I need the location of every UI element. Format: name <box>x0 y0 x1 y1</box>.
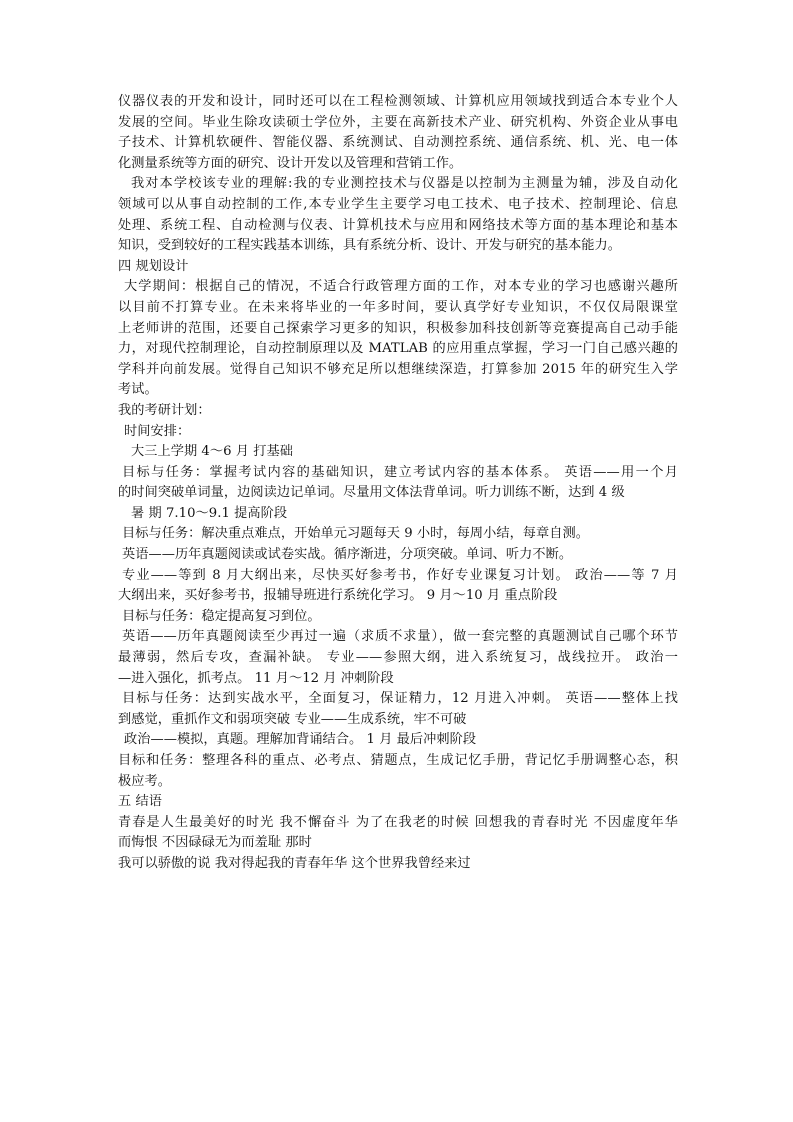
body-line: 学科并向前发展。觉得自己知识不够充足所以想继续深造，打算参加 2015 年的研究生入学 <box>118 361 678 377</box>
body-line: 处理、系统工程、自动检测与仪表、计算机技术与应用和网络技术等方面的基本理论和基本 <box>118 217 678 233</box>
body-line: 大学期间：根据自己的情况，不适合行政管理方面的工作，对本专业的学习也感谢兴趣所 <box>124 279 678 295</box>
body-line: 时间安排： <box>124 423 191 439</box>
body-line: 以目前不打算专业。在未来将毕业的一年多时间，要认真学好专业知识，不仅仅局限课堂 <box>118 299 678 315</box>
body-line: 目标与任务：达到实战水平，全面复习，保证精力，12 月进入冲刺。 英语——整体上找 <box>122 691 678 707</box>
body-line: 知识，受到较好的工程实践基本训练，具有系统分析、设计、开发与研究的基本能力。 <box>118 238 622 254</box>
body-line: 力，对现代控制理论，自动控制原理以及 MATLAB 的应用重点掌握，学习一门自己感兴趣的 <box>118 341 678 357</box>
body-line: 极应考。 <box>118 773 171 789</box>
body-line: 上老师讲的范围，还要自己探索学习更多的知识，积极参加科技创新等竞赛提高自己动手能 <box>118 320 678 336</box>
body-line: 英语——历年真题阅读或试卷实战。循序渐进，分项突破。单词、听力不断。 <box>122 547 573 563</box>
section-heading: 四 规划设计 <box>118 258 189 274</box>
body-line: 考试。 <box>118 382 158 398</box>
body-line: 化测量系统等方面的研究、设计开发以及管理和营销工作。 <box>118 155 463 171</box>
body-line: 而悔恨 不因碌碌无为而羞耻 那时 <box>118 835 312 851</box>
section-heading: 五 结语 <box>118 794 162 810</box>
schedule-phase: 大三上学期 4～6 月 打基础 <box>131 444 293 460</box>
body-line: 英语——历年真题阅读至少再过一遍（求质不求量），做一套完整的真题测试自己哪个环节 <box>122 629 678 645</box>
schedule-phase: 暑 期 7.10～9.1 提高阶段 <box>131 505 288 521</box>
body-line: 最薄弱，然后专攻，查漏补缺。 专业——参照大纲，进入系统复习，战线拉开。 政治一 <box>118 650 678 666</box>
body-line: 专业——等到 8 月大纲出来，尽快买好参考书，作好专业课复习计划。 政治——等 7 月 <box>122 567 678 583</box>
body-line: 发展的空间。毕业生除攻读硕士学位外，主要在高新技术产业、研究机构、外资企业从事电 <box>118 114 678 130</box>
document-page <box>118 92 678 875</box>
body-line: 目标和任务：整理各科的重点、必考点、猜题点，生成记忆手册，背记忆手册调整心态，积 <box>118 753 678 768</box>
body-line: 领域可以从事自动控制的工作,本专业学生主要学习电工技术、电子技术、控制理论、信息 <box>118 196 678 212</box>
body-line: 我对本学校该专业的理解:我的专业测控技术与仪器是以控制为主测量为辅，涉及自动化 <box>131 176 678 192</box>
body-line: —进入强化，抓考点。 11 月～12 月 冲刺阶段 <box>118 670 394 686</box>
body-line: 政治——模拟，真题。理解加背诵结合。 1 月 最后冲刺阶段 <box>124 732 477 748</box>
body-line: 青春是人生最美好的时光 我不懈奋斗 为了在我老的时候 回想我的青春时光 不因虚度年华 <box>118 814 678 830</box>
body-line: 子技术、计算机软硬件、智能仪器、系统测试、自动测控系统、通信系统、机、光、电一体 <box>118 135 678 151</box>
body-line: 目标与任务：稳定提高复习到位。 <box>122 608 321 624</box>
body-line: 目标与任务：解决重点难点，开始单元习题每天 9 小时，每周小结，每章自测。 <box>122 526 589 542</box>
body-line: 我的考研计划： <box>118 402 211 418</box>
body-line: 大纲出来，买好参考书，报辅导班进行系统化学习。 9 月～10 月 重点阶段 <box>118 588 558 604</box>
body-line: 目标与任务：掌握考试内容的基础知识，建立考试内容的基本体系。 英语——用一个月 <box>122 464 678 480</box>
body-line: 到感觉，重抓作文和弱项突破 专业——生成系统，牢不可破 <box>118 711 467 727</box>
body-line: 仪器仪表的开发和设计，同时还可以在工程检测领域、计算机应用领域找到适合本专业个人 <box>118 94 678 109</box>
body-line: 的时间突破单词量，边阅读边记单词。尽量用文体法背单词。听力训练不断，达到 4 级 <box>118 485 625 501</box>
body-line: 我可以骄傲的说 我对得起我的青春年华 这个世界我曾经来过 <box>118 855 471 871</box>
